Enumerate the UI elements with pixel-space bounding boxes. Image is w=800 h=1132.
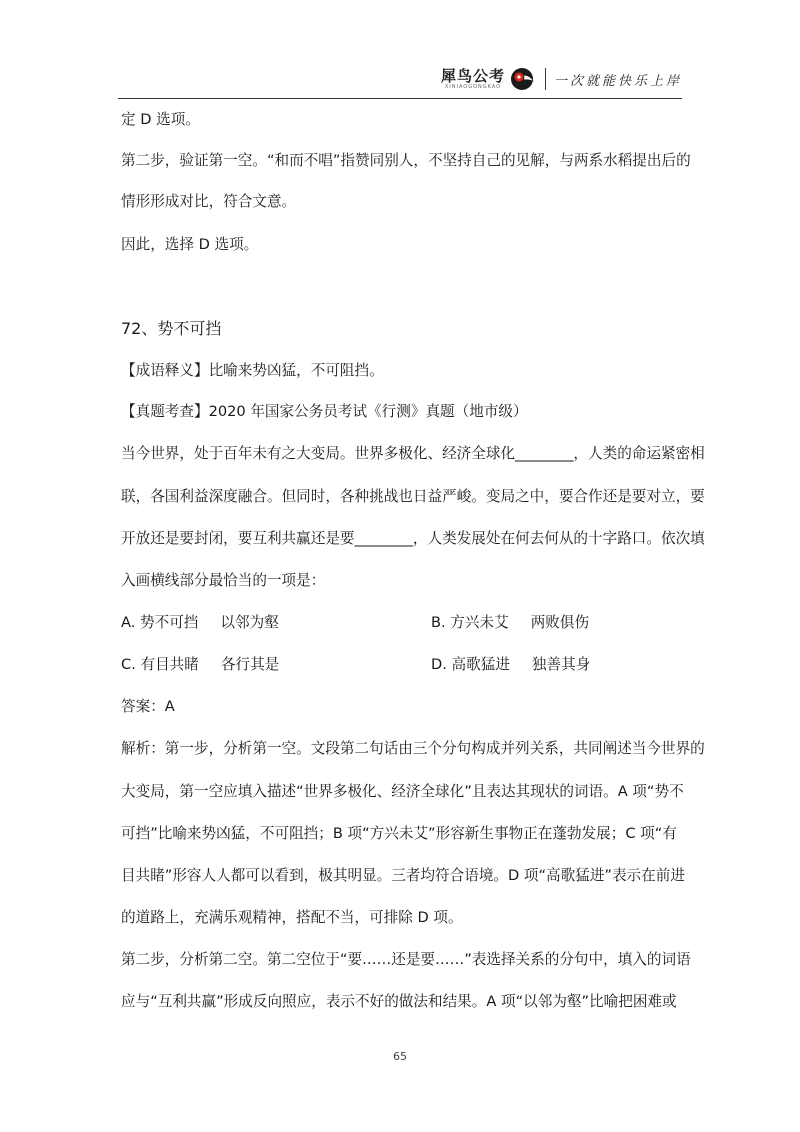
brand-slogan: 一次就能快乐上岸 [553,73,682,89]
analysis-line: 可挡”比喻来势凶猛，不可阻挡；B 项“方兴未艾”形容新生事物正在蓬勃发展；C 项“有 [121,825,677,842]
option-second-word: 各行其是 [220,656,280,673]
page-header [118,58,682,99]
body-line: 因此，选择 D 选项。 [121,236,259,253]
option-d [431,655,590,675]
brand-divider [545,68,546,90]
option-c [121,655,279,675]
option-first-word: 方兴未艾 [450,614,509,631]
brand-block [441,64,682,94]
option-b [431,613,589,633]
analysis-line: 的道路上，充满乐观精神，搭配不当，可排除 D 项。 [121,909,463,926]
option-first-word: 势不可挡 [140,614,199,631]
body-line: 第二步，验证第一空。“和而不唱”指赞同别人，不坚持自己的见解，与两系水稻提出后的 [121,152,691,169]
exam-source: 【真题考查】2020 年国家公务员考试《行测》真题（地市级） [121,403,528,420]
answer: 答案：A [121,698,175,715]
question-line: 联，各国利益深度融合。但同时，各种挑战也日益严峻。变局之中，要合作还是要对立，要 [121,488,705,505]
option-second-word: 独善其身 [531,656,591,673]
analysis-line: 第二步，分析第二空。第二空位于“要……还是要……”表选择关系的分句中，填入的词语 [121,951,691,968]
question-line: 当今世界，处于百年未有之大变局。世界多极化、经济全球化________，人类的命运紧密相 [121,445,705,462]
analysis-line: 目共睹”形容人人都可以看到，极其明显。三者均符合语境。D 项“高歌猛进”表示在前进 [121,867,685,884]
entry-heading: 72、势不可挡 [121,319,222,338]
analysis-line: 应与“互利共赢”形成反向照应，表示不好的做法和结果。A 项“以邻为壑”比喻把困难或 [121,993,677,1010]
analysis-line: 大变局，第一空应填入描述“世界多极化、经济全球化”且表达其现状的词语。A 项“势不 [121,783,684,800]
option-first-word: 有目共睹 [140,656,199,673]
page-number: 65 [393,1050,407,1063]
body-line: 定 D 选项。 [121,111,200,128]
brand-name: 犀鸟公考 [440,67,505,85]
option-letter: A. [121,614,136,631]
hornbill-logo-icon [509,66,535,92]
option-first-word: 高歌猛进 [451,656,510,673]
idiom-meaning: 【成语释义】比喻来势凶猛，不可阻挡。 [121,362,384,379]
option-a [121,613,279,633]
option-letter: B. [431,614,446,631]
option-letter: C. [121,656,136,673]
option-second-word: 以邻为壑 [220,614,279,631]
body-line: 情形形成对比，符合文意。 [121,193,297,210]
option-letter: D. [431,656,447,673]
brand-text [441,68,505,90]
option-second-word: 两败俱伤 [530,614,590,631]
brand-subtitle: XINIAOGONGKAO [444,84,502,90]
question-line: 开放还是要封闭，要互利共赢还是要________，人类发展处在何去何从的十字路口。依次填 [121,530,705,547]
analysis-line: 解析：第一步，分析第一空。文段第二句话由三个分句构成并列关系，共同阐述当今世界的 [121,740,705,757]
question-line: 入画横线部分最恰当的一项是： [121,572,326,589]
